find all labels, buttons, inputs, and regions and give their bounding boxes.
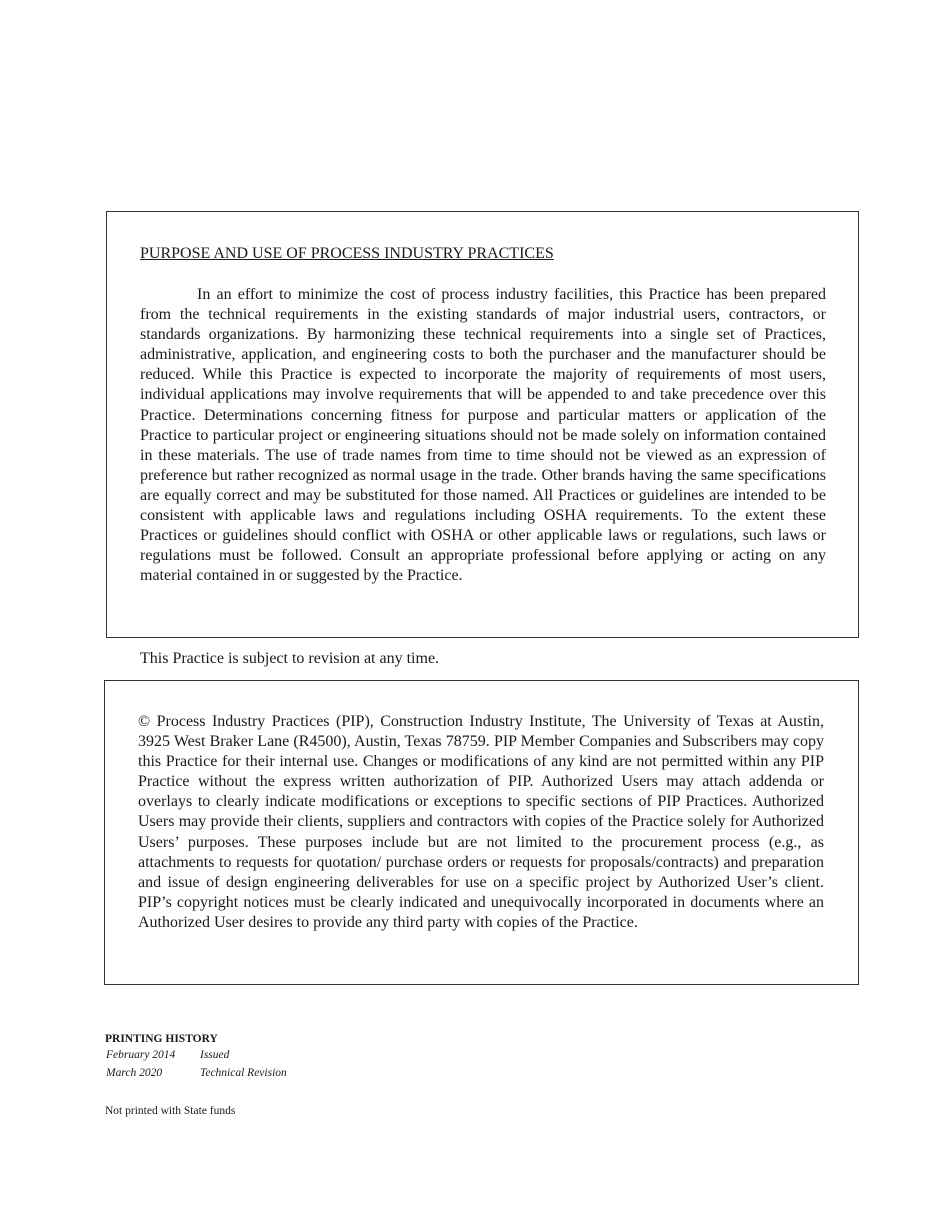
copyright-paragraph: © Process Industry Practices (PIP), Construction Industry Institute, The University of Texas at Austin, 3925 West Braker Lane (R4500), Austin, Texas 78759. PIP Member Companies and Subscribers may copy this Practice for their internal use. Changes or modifications of any kind are not permitted within any PIP Practice without the express written authorization of PIP. Authorized Users may attach addenda or overlays to clearly indicate modifications or exceptions to specific sections of PIP Practices. Authorized Users may provide their clients, suppliers and contractors with copies of the Practice solely for Authorized Users’ purposes. These purposes include but are not limited to the procurement process (e.g., as attachments to requests for quotation/ purchase orders or requests for proposals/contracts) and preparation and issue of design engineering deliverables for use on a specific project by Authorized User’s client. PIP’s copyright notices must be clearly indicated and unequivocally incorporated in documents where an Authorized User desires to provide any third party with copies of the Practice. bbox=[138, 713, 824, 931]
purpose-paragraph: In an effort to minimize the cost of process industry facilities, this Practice has been prepared from the technical requirements in the existing standards of major industrial users, contractors, or standards organizations. By harmonizing these technical requirements into a single set of Practices, administrative, application, and engineering costs to both the purchaser and the manufacturer should be reduced. While this Practice is expected to incorporate the majority of requirements of most users, individual applications may involve requirements that will be appended to and take precedence over this Practice. Determinations concerning fitness for purpose and particular matters or application of the Practice to particular project or engineering situations should not be made solely on information contained in these materials. The use of trade names from time to time should not be viewed as an expression of preference but rather recognized as normal usage in the trade. Other brands having the same specifications are equally correct and may be substituted for those named. All Practices or guidelines are intended to be consistent with applicable laws and regulations including OSHA requirements. To the extent these Practices or guidelines should conflict with OSHA or other applicable laws or regulations, such laws or regulations must be followed. Consult an appropriate professional before applying or acting on any material contained in or suggested by the Practice. bbox=[140, 286, 826, 585]
purpose-box bbox=[106, 211, 859, 638]
entry-event: Technical Revision bbox=[200, 1067, 287, 1079]
entry-date: March 2020 bbox=[106, 1067, 163, 1079]
copyright-box bbox=[104, 680, 859, 985]
entry-date: February 2014 bbox=[106, 1049, 176, 1061]
printing-history bbox=[105, 1032, 287, 1082]
entry-event: Issued bbox=[200, 1049, 230, 1061]
printing-history-title: PRINTING HISTORY bbox=[105, 1033, 218, 1045]
printing-history-entry bbox=[105, 1064, 287, 1082]
funds-note: Not printed with State funds bbox=[105, 1105, 236, 1117]
purpose-heading: PURPOSE AND USE OF PROCESS INDUSTRY PRACTICES bbox=[140, 245, 554, 262]
revision-note: This Practice is subject to revision at any time. bbox=[140, 650, 440, 667]
printing-history-entry bbox=[105, 1046, 230, 1064]
